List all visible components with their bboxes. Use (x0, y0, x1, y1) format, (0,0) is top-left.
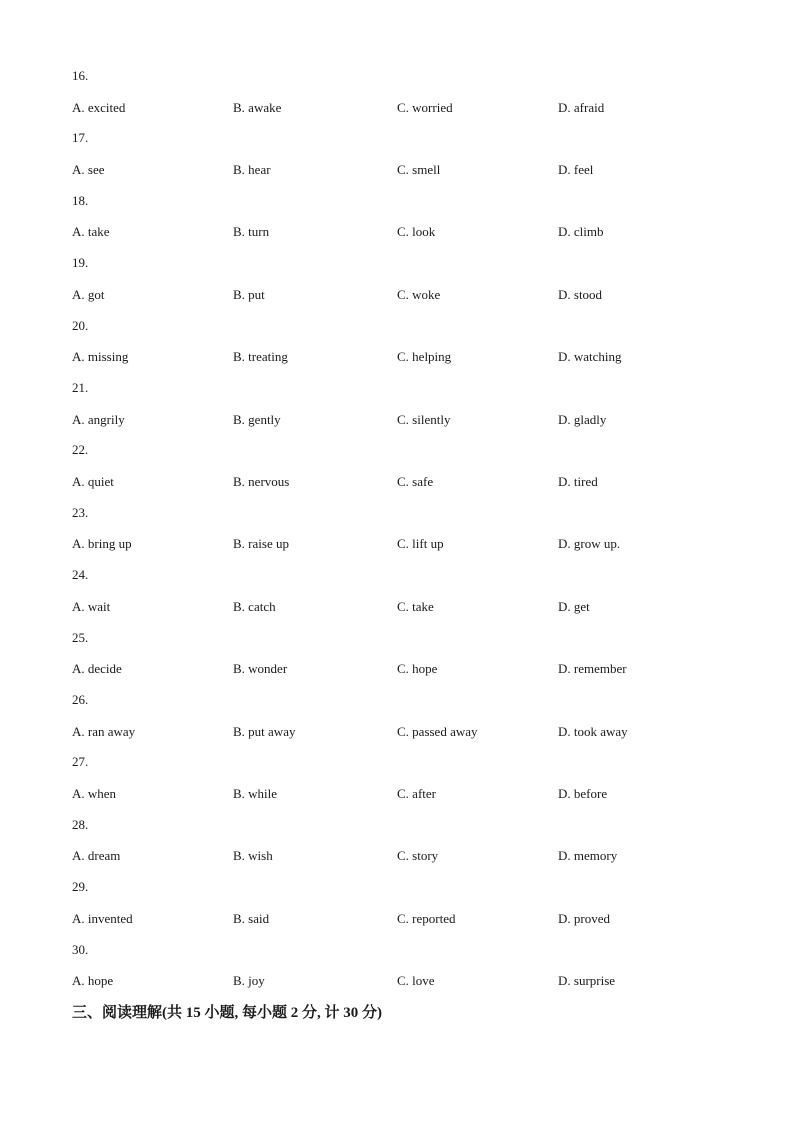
option-a: A. got (72, 286, 105, 302)
option-b: B. awake (233, 99, 282, 115)
question-number: 24. (72, 567, 89, 583)
option-c: C. worried (397, 99, 453, 115)
option-a: A. excited (72, 99, 126, 115)
option-b: B. joy (233, 973, 265, 989)
question-number: 17. (72, 130, 89, 146)
option-a: A. take (72, 224, 110, 240)
option-b: B. catch (233, 598, 276, 614)
option-d: D. tired (558, 473, 598, 489)
option-d: D. remember (558, 661, 627, 677)
question-number: 22. (72, 442, 89, 458)
option-d: D. took away (558, 723, 628, 739)
option-c: C. love (397, 973, 435, 989)
option-c: C. helping (397, 349, 452, 365)
option-a: A. invented (72, 910, 133, 926)
question-number: 26. (72, 692, 89, 707)
option-a: A. decide (72, 661, 122, 677)
option-b: B. gently (233, 411, 281, 427)
option-c: C. lift up (397, 536, 444, 552)
option-b: B. treating (233, 349, 288, 365)
question-number: 16. (72, 68, 89, 83)
option-a: A. bring up (72, 536, 132, 552)
option-a: A. missing (72, 349, 129, 365)
option-b: B. nervous (233, 473, 290, 489)
option-d: D. afraid (558, 99, 605, 115)
option-a: A. dream (72, 848, 121, 864)
option-a: A. angrily (72, 411, 125, 427)
option-b: B. raise up (233, 536, 289, 552)
option-a: A. hope (72, 973, 114, 989)
question-number: 29. (72, 879, 89, 895)
option-c: C. after (397, 785, 436, 801)
option-c: C. silently (397, 411, 451, 427)
option-c: C. reported (397, 910, 456, 926)
option-b: B. hear (233, 161, 271, 177)
question-number: 18. (72, 192, 89, 208)
option-d: D. stood (558, 286, 603, 302)
question-number: 30. (72, 941, 89, 957)
question-number: 19. (72, 255, 89, 271)
option-d: D. before (558, 785, 608, 801)
option-d: D. surprise (558, 973, 616, 989)
option-d: D. proved (558, 910, 610, 926)
option-b: B. wonder (233, 661, 288, 677)
option-d: D. grow up. (558, 536, 621, 552)
option-c: C. safe (397, 473, 434, 489)
question-number: 21. (72, 380, 89, 395)
option-c: C. story (397, 848, 439, 864)
section-heading: 三、阅读理解(共 15 小题, 每小题 2 分, 计 30 分) (72, 1005, 382, 1021)
option-c: C. take (397, 598, 434, 614)
option-b: B. while (233, 785, 278, 801)
option-d: D. memory (558, 848, 618, 864)
option-a: A. see (72, 161, 105, 177)
option-c: C. passed away (397, 723, 478, 739)
option-b: B. turn (233, 224, 270, 240)
question-number: 25. (72, 629, 89, 645)
option-d: D. watching (558, 349, 622, 365)
option-d: D. gladly (558, 411, 607, 427)
option-c: C. smell (397, 161, 441, 177)
option-d: D. get (558, 598, 590, 614)
question-number: 28. (72, 816, 89, 832)
question-number: 23. (72, 504, 89, 520)
option-a: A. ran away (72, 723, 136, 739)
option-b: B. put away (233, 723, 296, 739)
option-a: A. wait (72, 598, 111, 614)
option-b: B. put (233, 286, 265, 302)
option-b: B. said (233, 910, 270, 926)
option-c: C. woke (397, 286, 441, 302)
option-c: C. hope (397, 661, 438, 677)
option-d: D. climb (558, 224, 604, 240)
option-b: B. wish (233, 848, 273, 864)
question-number: 20. (72, 317, 89, 333)
option-a: A. when (72, 785, 117, 801)
option-c: C. look (397, 224, 436, 240)
option-a: A. quiet (72, 473, 114, 489)
question-number: 27. (72, 754, 89, 770)
option-d: D. feel (558, 161, 594, 177)
